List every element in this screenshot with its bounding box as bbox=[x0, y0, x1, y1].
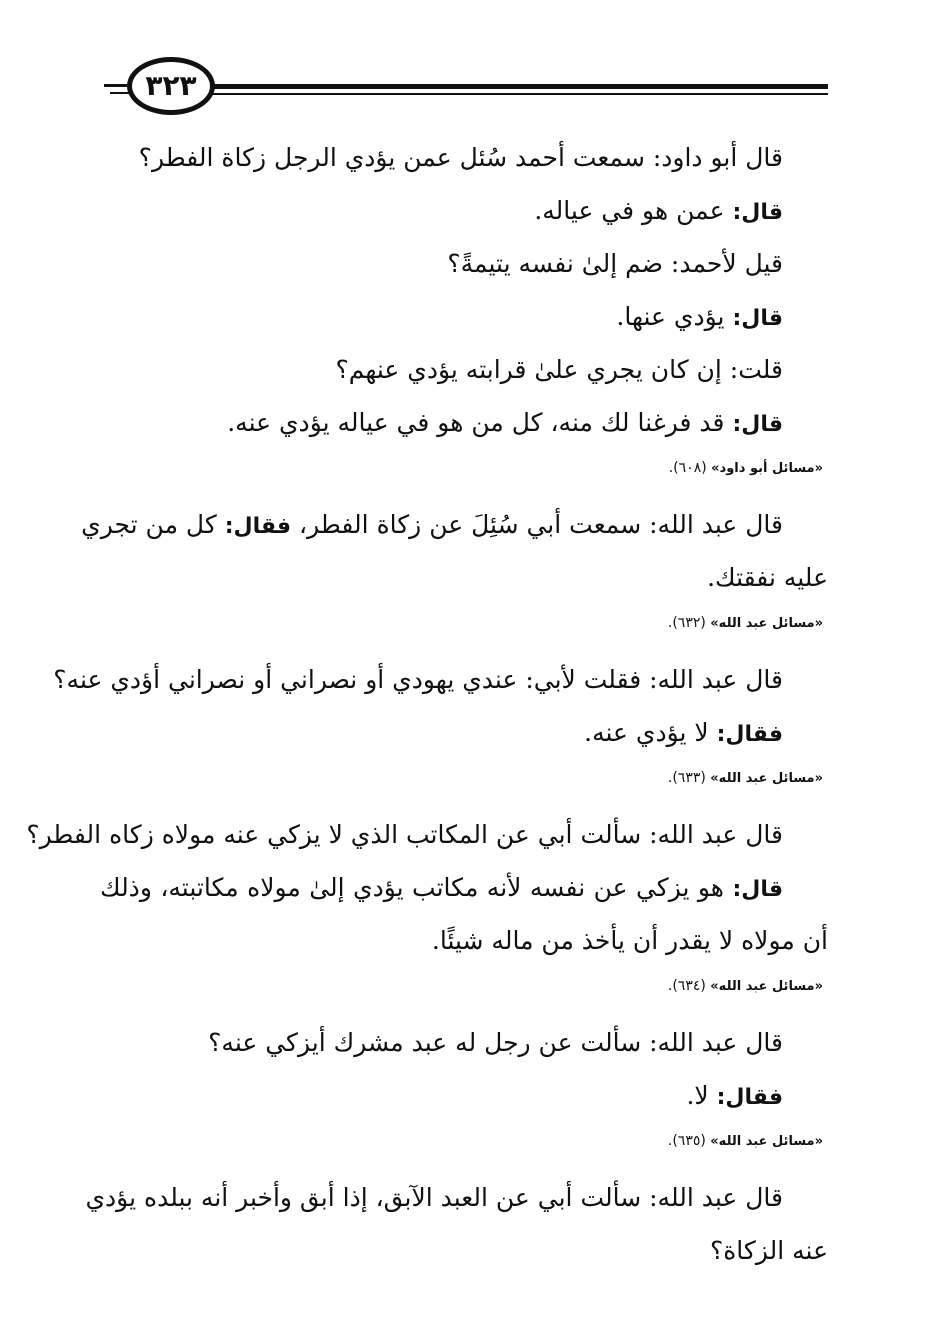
text-line: قال: هو يزكي عن نفسه لأنه مكاتب يؤدي إلىٰ مولاه مكاتبته، وذلك bbox=[100, 873, 783, 902]
text-line: قال: عمن هو في عياله. bbox=[534, 196, 783, 225]
speaker-label: فقال: bbox=[716, 1085, 783, 1110]
speaker-label: فقال: bbox=[716, 722, 783, 747]
speaker-label: فقال: bbox=[224, 514, 292, 539]
source-citation: «مسائل عبد الله» (٦٣٥). bbox=[667, 1133, 823, 1149]
header-rule-left-bottom bbox=[110, 92, 130, 94]
page-number: ٣٢٣ bbox=[145, 69, 197, 102]
source-citation: «مسائل عبد الله» (٦٣٤). bbox=[667, 978, 823, 994]
source-citation: «مسائل عبد الله» (٦٣٣). bbox=[667, 770, 823, 786]
speaker-label: قال: bbox=[732, 877, 783, 902]
text-line: قيل لأحمد: ضم إلىٰ نفسه يتيمةً؟ bbox=[447, 249, 783, 278]
page-number-badge bbox=[127, 57, 215, 115]
text-line: قال عبد الله: فقلت لأبي: عندي يهودي أو نصراني أو نصراني أؤدي عنه؟ bbox=[53, 665, 783, 694]
text-line: قال عبد الله: سألت أبي عن المكاتب الذي لا يزكي عنه مولاه زكاه الفطر؟ bbox=[26, 820, 783, 849]
text-line: عليه نفقتك. bbox=[707, 563, 828, 592]
text-line: قال: قد فرغنا لك منه، كل من هو في عياله يؤدي عنه. bbox=[227, 408, 783, 437]
text-line: أن مولاه لا يقدر أن يأخذ من ماله شيئًا. bbox=[431, 926, 828, 955]
text-line: عنه الزكاة؟ bbox=[709, 1236, 828, 1265]
text-line: قال أبو داود: سمعت أحمد سُئل عمن يؤدي الرجل زكاة الفطر؟ bbox=[138, 143, 783, 172]
speaker-label: قال: bbox=[732, 306, 783, 331]
header-rule-right-thick bbox=[212, 84, 828, 89]
page-body bbox=[26, 131, 828, 1277]
speaker-label: قال: bbox=[732, 412, 783, 437]
text-line: قال عبد الله: سألت عن رجل له عبد مشرك أيزكي عنه؟ bbox=[208, 1028, 783, 1057]
text-line: فقال: لا. bbox=[686, 1081, 783, 1110]
speaker-label: قال: bbox=[732, 200, 783, 225]
text-line: قال عبد الله: سمعت أبي سُئِلَ عن زكاة الفطر، فقال: كل من تجري bbox=[81, 510, 783, 539]
source-citation: «مسائل عبد الله» (٦٣٢). bbox=[667, 615, 823, 631]
text-line: قال: يؤدي عنها. bbox=[616, 302, 783, 331]
header-rule-right-thin bbox=[212, 93, 828, 95]
source-citation: «مسائل أبو داود» (٦٠٨). bbox=[668, 460, 823, 476]
text-line: قال عبد الله: سألت أبي عن العبد الآبق، إذا أبق وأخبر أنه ببلده يؤدي bbox=[85, 1183, 783, 1212]
text-line: فقال: لا يؤدي عنه. bbox=[584, 718, 783, 747]
text-line: قلت: إن كان يجري علىٰ قرابته يؤدي عنهم؟ bbox=[335, 355, 783, 384]
page-header bbox=[0, 0, 935, 130]
